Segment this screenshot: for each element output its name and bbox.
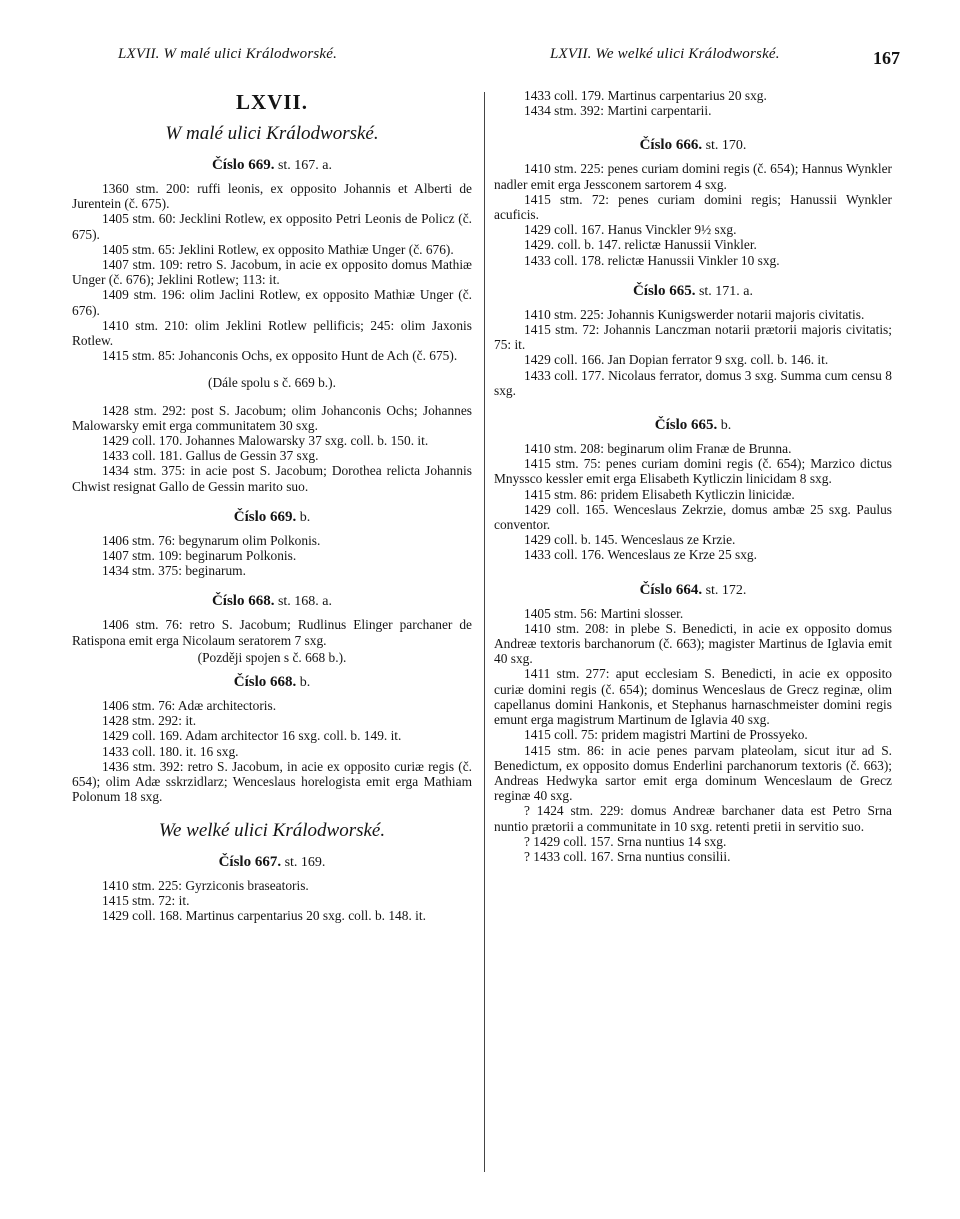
register-entry: 1415 stm. 85: Johanconis Ochs, ex opposito Hunt de Ach (č. 675). <box>102 348 458 364</box>
street-title-small: W malé ulici Králodworské. <box>165 123 379 144</box>
register-entry: 1405 stm. 60: Jecklini Rotlew, ex opposito Petri Leonis de Policz (č. 675). <box>72 211 472 242</box>
register-entry: 1406 stm. 76: begynarum olim Polkonis. <box>102 532 321 548</box>
house-suffix: st. 169. <box>281 854 326 870</box>
house-number: Číslo 664. <box>639 581 703 598</box>
register-entry: 1406 stm. 76: Adæ architectoris. <box>102 698 277 714</box>
entry-list <box>494 88 892 118</box>
chapter-title: LXVII. <box>236 90 308 114</box>
entry-list <box>72 533 472 579</box>
register-entry: 1360 stm. 200: ruffi leonis, ex opposito Johannis et Alberti de Jurentein (č. 675). <box>72 181 472 212</box>
entry-list <box>72 403 472 494</box>
register-entry: 1415 stm. 86: pridem Elisabeth Kytliczin linicidæ. <box>524 486 795 502</box>
register-entry: 1407 stm. 109: beginarum Polkonis. <box>102 548 297 564</box>
register-entry: 1415 coll. 75: pridem magistri Martini de Prossyeko. <box>524 727 808 743</box>
editorial-note: (Později spojen s č. 668 b.). <box>197 649 347 665</box>
register-entry: 1410 stm. 210: olim Jeklini Rotlew pellificis; 245: olim Jaxonis Rotlew. <box>72 317 472 349</box>
house-number: Číslo 669. <box>211 157 275 173</box>
house-suffix: st. 167. a. <box>274 158 333 173</box>
running-head-left: LXVII. W malé ulici Králodworské. <box>118 46 338 62</box>
register-entry: 1433 coll. 177. Nicolaus ferrator, domus 3 sxg. Summa cum censu 8 sxg. <box>494 367 892 398</box>
register-entry: 1405 stm. 65: Jeklini Rotlew, ex opposito Mathiæ Unger (č. 676). <box>102 241 454 257</box>
entry-list <box>72 617 472 647</box>
house-number: Číslo 669. <box>233 508 297 525</box>
register-entry: 1434 stm. 375: beginarum. <box>102 563 246 579</box>
house-heading <box>494 282 892 301</box>
entry-list <box>494 441 892 563</box>
house-heading <box>494 136 892 155</box>
house-suffix: b. <box>296 509 311 525</box>
house-heading <box>72 853 472 872</box>
house-suffix: st. 172. <box>702 582 747 598</box>
house-number: Číslo 668. <box>211 593 275 610</box>
house-suffix: st. 171. a. <box>695 283 754 299</box>
street-title-big: We welké ulici Králodworské. <box>158 819 386 841</box>
register-entry: 1429 coll. 167. Hanus Vinckler 9½ sxg. <box>524 222 737 238</box>
editorial-note: (Dále spolu s č. 669 b.). <box>208 375 336 391</box>
register-entry: 1415 stm. 86: in acie penes parvam plateolam, sicut itur ad S. Benedictum, ex opposito domus Enderlini parchanorum textoris (č. 663); Andreas Hedwyka sartor emit erga dominum Wenceslaum de Grecz reginæ 40 sxg. <box>494 742 892 804</box>
register-entry: 1411 stm. 277: aput ecclesiam S. Benedicti, in acie ex opposito curiæ domini regis (č. 654); dominus Wenceslaus de Grecz reginæ, olim capellanus domini Hankonis, et Stephanus harnaschmeister domini regis emunt erga magistrum Martinum de Iglavia 40 sxg. <box>494 666 892 728</box>
register-entry: 1415 stm. 72: Johannis Lanczman notarii prætorii majoris civitatis; 75: it. <box>494 322 892 353</box>
house-suffix: b. <box>296 675 311 691</box>
house-heading <box>72 508 472 527</box>
register-entry: 1433 coll. 179. Martinus carpentarius 20 sxg. <box>524 88 767 103</box>
register-entry: ? 1429 coll. 157. Srna nuntius 14 sxg. <box>524 833 727 849</box>
register-entry: 1429 coll. 165. Wenceslaus Zekrzie, domus ambæ 25 sxg. Paulus conventor. <box>494 501 892 533</box>
register-entry: 1434 stm. 375: in acie post S. Jacobum; Dorothea relicta Johannis Chwist resignat Gallo de Gessin marito suo. <box>72 463 472 494</box>
register-entry: 1410 stm. 225: Gyrziconis braseatoris. <box>102 877 309 893</box>
house-number: Číslo 665. <box>654 417 718 434</box>
register-entry: 1410 stm. 208: beginarum olim Franæ de Brunna. <box>524 441 792 457</box>
entry-list <box>72 878 472 924</box>
entry-list <box>494 161 892 267</box>
register-entry: 1436 stm. 392: retro S. Jacobum, in acie ex opposito curiæ regis (č. 654); olim Adæ sskrzidlarz; Wenceslaus horelogista emit erga Mathiam Polonum 18 sxg. <box>72 758 472 805</box>
register-entry: 1409 stm. 196: olim Jaclini Rotlew, ex opposito Mathiæ Unger (č. 676). <box>72 287 472 318</box>
house-suffix: st. 168. a. <box>274 594 333 610</box>
house-heading <box>72 673 472 692</box>
entry-list <box>494 307 892 398</box>
entry-list <box>494 606 892 864</box>
page-number: 167 <box>873 48 900 68</box>
house-heading <box>494 416 892 435</box>
entry-list <box>72 698 472 804</box>
register-entry: 1434 stm. 392: Martini carpentarii. <box>524 103 712 119</box>
register-entry: 1428 stm. 292: post S. Jacobum; olim Johanconis Ochs; Johannes Malowarsky emit erga communitatem 30 sxg. <box>72 402 472 433</box>
house-number: Číslo 668. <box>233 674 297 691</box>
house-number: Číslo 666. <box>639 137 703 154</box>
register-entry: 1429 coll. 166. Jan Dopian ferrator 9 sxg. coll. b. 146. it. <box>524 352 829 368</box>
register-entry: 1433 coll. 180. it. 16 sxg. <box>102 743 239 759</box>
register-entry: 1429 coll. 168. Martinus carpentarius 20 sxg. coll. b. 148. it. <box>102 907 426 923</box>
left-column <box>72 88 472 923</box>
register-entry: 1405 stm. 56: Martini slosser. <box>524 605 684 621</box>
register-entry: 1410 stm. 208: in plebe S. Benedicti, in acie ex opposito domus Andreæ textoris barchanorum (č. 663); magister Martinus de Iglavia emit 40 sxg. <box>494 620 892 667</box>
register-entry: 1433 coll. 178. relictæ Hanussii Vinkler 10 sxg. <box>524 252 780 268</box>
house-number: Číslo 667. <box>218 853 282 870</box>
house-suffix: b. <box>717 418 732 434</box>
right-column <box>494 88 892 864</box>
register-entry: ? 1433 coll. 167. Srna nuntius consilii. <box>524 848 731 864</box>
register-entry: 1407 stm. 109: retro S. Jacobum, in acie ex opposito domus Mathiæ Unger (č. 676); Jeklini Rotlew; 113: it. <box>72 257 472 288</box>
register-entry: 1415 stm. 75: penes curiam domini regis (č. 654); Marzico dictus Mnyssco kessler emit erga Elisabeth Kytliczin linicidam 8 sxg. <box>494 456 892 487</box>
register-entry: 1429 coll. 169. Adam architector 16 sxg. coll. b. 149. it. <box>102 728 402 744</box>
register-entry: 1428 stm. 292: it. <box>102 713 197 729</box>
register-entry: 1429. coll. b. 147. relictæ Hanussii Vinkler. <box>524 237 757 253</box>
register-entry: 1429 coll. b. 145. Wenceslaus ze Krzie. <box>524 532 736 548</box>
register-entry: 1429 coll. 170. Johannes Malowarsky 37 sxg. coll. b. 150. it. <box>102 433 429 449</box>
house-heading <box>72 156 472 175</box>
register-entry: 1415 stm. 72: it. <box>102 892 190 908</box>
entry-list <box>72 181 472 363</box>
register-entry: 1415 stm. 72: penes curiam domini regis; Hanussii Wynkler acuficis. <box>494 191 892 223</box>
register-entry: 1410 stm. 225: penes curiam domini regis (č. 654); Hannus Wynkler nadler emit erga Jessconem sartorem 4 sxg. <box>494 161 892 192</box>
register-entry: 1410 stm. 225: Johannis Kunigswerder notarii majoris civitatis. <box>524 306 865 322</box>
register-entry: 1433 coll. 181. Gallus de Gessin 37 sxg. <box>102 448 319 464</box>
house-suffix: st. 170. <box>702 138 747 154</box>
house-heading <box>494 581 892 600</box>
house-number: Číslo 665. <box>632 282 696 299</box>
running-head-right: LXVII. We welké ulici Králodworské. <box>550 46 780 62</box>
register-entry: 1433 coll. 176. Wenceslaus ze Krze 25 sxg. <box>524 547 757 563</box>
column-divider <box>484 92 485 1172</box>
register-entry: ? 1424 stm. 229: domus Andreæ barchaner data est Petro Srna nuntio prætorii a communitate in 10 sxg. retenti pretii in servitio suo. <box>494 803 892 834</box>
register-entry: 1406 stm. 76: retro S. Jacobum; Rudlinus Elinger parchaner de Ratispona emit erga Nicolaum seratorem 7 sxg. <box>72 617 472 648</box>
house-heading <box>72 592 472 611</box>
